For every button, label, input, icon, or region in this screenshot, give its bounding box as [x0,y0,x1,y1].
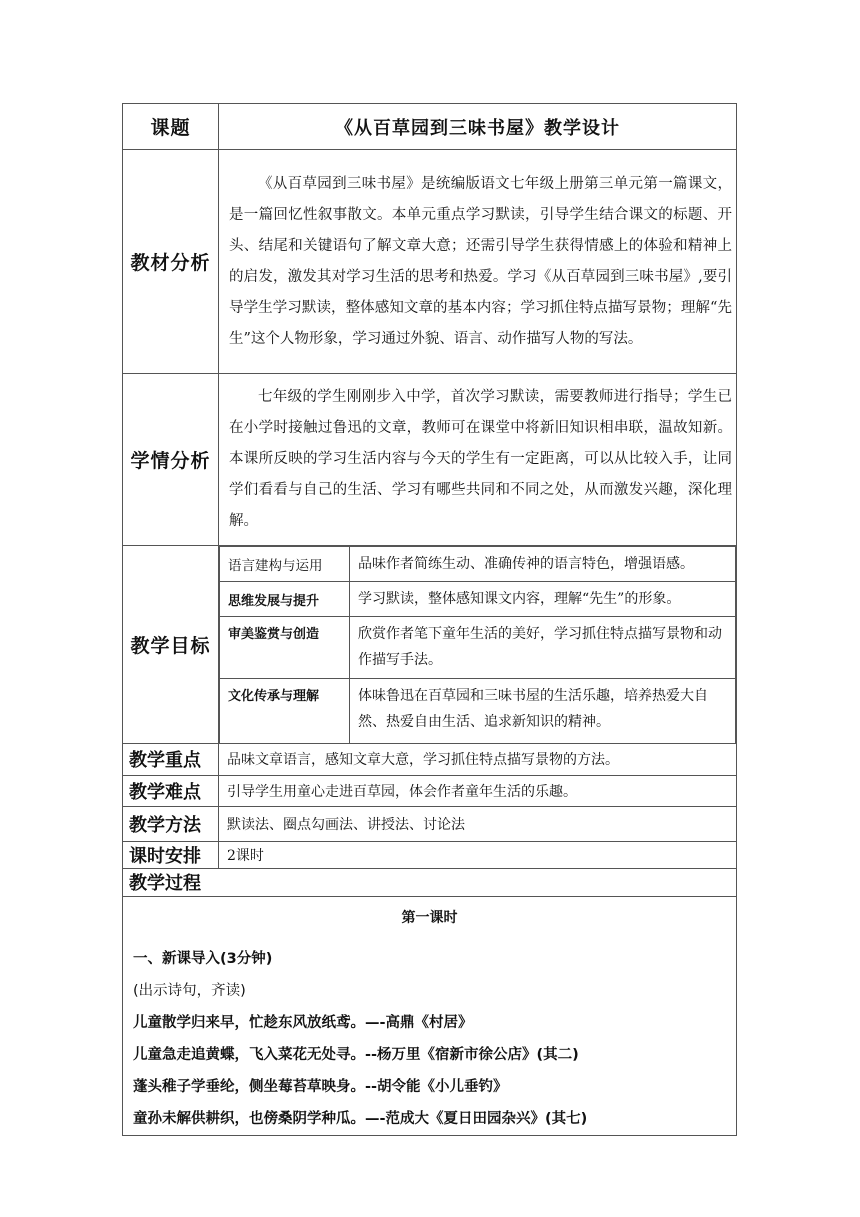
poem-line: 儿童急走追黄蝶，飞入菜花无处寻。--杨万里《宿新市徐公店》(其二) [133,1046,579,1063]
objective-row [220,679,736,743]
objective-name: 审美鉴赏与创造 [220,617,350,679]
process-body [123,896,737,1135]
key-points-row [123,743,737,775]
lesson-plan-page [122,103,736,1136]
key-points-text: 品味文章语言，感知文章大意，学习抓住特点描写景物的方法。 [219,743,737,775]
objective-name: 语言建构与运用 [220,547,350,582]
objective-name: 思维发展与提升 [220,582,350,617]
methods-row [123,806,737,841]
methods-label: 教学方法 [123,806,219,841]
difficulties-row [123,775,737,806]
lesson-title: 第一课时 [401,909,458,926]
objectives-cell [219,546,737,744]
lesson-plan-table [122,103,737,1136]
poem-line: 童孙未解供耕织，也傍桑阴学种瓜。—-范成大《夏日田园杂兴》(其七) [133,1110,588,1127]
poem-line: 蓬头稚子学垂纶，侧坐莓苔草映身。--胡令能《小儿垂钓》 [133,1078,508,1095]
objectives-table [219,546,736,743]
topic-row [123,104,737,150]
objective-text: 学习默读，整体感知课文内容，理解“先生”的形象。 [350,582,736,617]
objective-row [220,617,736,679]
objective-text: 欣赏作者笔下童年生活的美好，学习抓住特点描写景物和动作描写手法。 [350,617,736,679]
schedule-text: 2课时 [219,841,737,868]
objectives-label: 教学目标 [123,546,219,744]
section-heading: 一、新课导入(3分钟) [133,950,273,967]
process-body-row [123,896,737,1135]
objective-row [220,547,736,582]
methods-text: 默读法、圈点勾画法、讲授法、讨论法 [219,806,737,841]
difficulties-label: 教学难点 [123,775,219,806]
objective-text: 体味鲁迅在百草园和三味书屋的生活乐趣，培养热爱大自然、热爱自由生活、追求新知识的精神。 [350,679,736,743]
process-header-spacer [219,868,737,896]
objective-text: 品味作者简练生动、准确传神的语言特色，增强语感。 [350,547,736,582]
topic-label: 课题 [123,104,219,150]
student-analysis-label: 学情分析 [123,374,219,546]
key-points-label: 教学重点 [123,743,219,775]
process-header-row [123,868,737,896]
student-analysis-text: 七年级的学生刚刚步入中学，首次学习默读，需要教师进行指导；学生已在小学时接触过鲁迅的文章，教师可在课堂中将新旧知识相串联，温故知新。本课所反映的学习生活内容与今天的学生有一定距离，可以从比较入手，让同学们看看与自己的生活、学习有哪些共同和不同之处，从而激发兴趣，深化理解。 [219,374,737,546]
objective-row [220,582,736,617]
textbook-analysis-text: 《从百草园到三味书屋》是统编版语文七年级上册第三单元第一篇课文，是一篇回忆性叙事散文。本单元重点学习默读，引导学生结合课文的标题、开头、结尾和关键语句了解文章大意；还需引导学生获得情感上的体验和精神上的启发，激发其对学习生活的思考和热爱。学习《从百草园到三味书屋》,要引导学生学习默读，整体感知文章的基本内容；学习抓住特点描写景物；理解“先生”这个人物形象，学习通过外貌、语言、动作描写人物的写法。 [219,150,737,374]
schedule-label: 课时安排 [123,841,219,868]
textbook-analysis-row [123,150,737,374]
objectives-row [123,546,737,744]
schedule-row [123,841,737,868]
difficulties-text: 引导学生用童心走进百草园，体会作者童年生活的乐趣。 [219,775,737,806]
page-title: 《从百草园到三味书屋》教学设计 [219,104,737,150]
objective-name: 文化传承与理解 [220,679,350,743]
instruction-line: (出示诗句，齐读) [133,982,246,999]
poem-line: 儿童散学归来早，忙趁东风放纸鸢。—-高鼎《村居》 [133,1014,473,1031]
student-analysis-row [123,374,737,546]
process-label: 教学过程 [123,868,219,896]
textbook-analysis-label: 教材分析 [123,150,219,374]
